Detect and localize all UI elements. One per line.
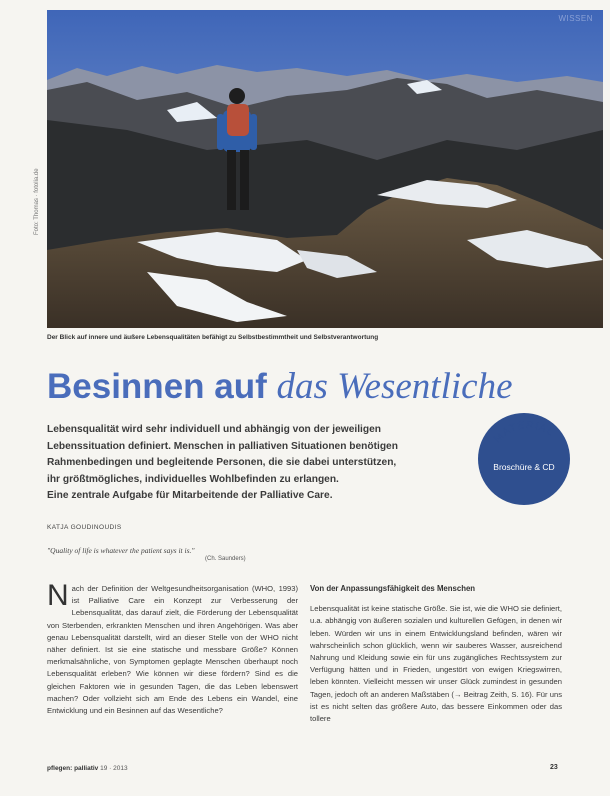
left-column-text: ach der Definition der Weltgesundheitsorganisation (WHO, 1993) ist Palliative Care ein Konzept zur Verbesserung der Lebensqualität, das darauf zielt, die Förderung der Lebensqualität von Sterbenden, erkrankten Menschen und ihren Angehörigen. Was aber genau Lebensqualität darstellt, wird an dieser Stelle von der WHO nicht näher definiert. Ist sie eine statische und messbare Größe? Können merkmalsähnliche, von Symptomen geplagte Menschen überhaupt noch Lebensqualität erleben? Wie können wir diese fördern? Sind es die gleichen Faktoren wie in gesunden Tagen, die das Leben lebenswert machen? Oder vollzieht sich am Ende des Lebens ein Wandel, eine Entwicklung und ein Besinnen auf das Wesentliche? <box>47 584 298 716</box>
title-part-1: Besinnen auf <box>47 367 277 406</box>
title-part-2: das Wesentliche <box>276 366 513 407</box>
intro-line: ihr größtmögliches, individuelles Wohlbefinden zu erlangen. <box>47 473 339 485</box>
epigraph-quote: "Quality of life is whatever the patient says it is." <box>47 546 195 555</box>
intro-paragraph <box>47 422 457 505</box>
intro-line: Lebenssituation definiert. Menschen in palliativen Situationen benötigen <box>47 440 398 452</box>
badge-arc-label: MATERIAL <box>491 419 557 445</box>
right-column <box>310 583 562 725</box>
dropcap: N <box>47 579 69 612</box>
left-column <box>47 579 298 717</box>
material-badge[interactable] <box>478 413 570 505</box>
section-tag: WISSEN <box>558 14 593 23</box>
intro-line: Lebensqualität wird sehr individuell und abhängig von der jeweiligen <box>47 424 381 435</box>
hero-photo <box>47 10 603 328</box>
subheading: Von der Anpassungsfähigkeit des Menschen <box>310 584 476 593</box>
footer-magazine <box>47 765 128 772</box>
article-title <box>47 368 513 405</box>
mountain-scene-image <box>47 10 603 328</box>
quote-source: (Ch. Saunders) <box>205 556 246 562</box>
right-column-text: Lebensqualität ist keine statische Größe. Sie ist, wie die WHO sie definiert, u.a. abhängig von äußeren sozialen und kulturellen Gefügen, in denen wir leben. Würden wir uns in einem Entwicklungsland befinden, wären wir wahrscheinlich schon glücklich, wenn wir sauberes Wasser, ausreichend Nahrung und Kleidung sowie ein für uns zugängliches Rechtssystem zur Verfügung hätten und in Frieden, ungestört von ewigen Kriegswirren, leben könnten. Vielleicht messen wir unser Glück zumindest in gesunden Tagen, jedoch oft an anderen Maßstäben (→ Beitrag Zeith, S. 16). Für uns ist es nicht selten das größere Auto, das bessere Einkommen oder das tollere <box>310 604 562 724</box>
badge-arc-text <box>478 413 570 505</box>
issue-number: 19 · 2013 <box>100 765 128 772</box>
page-number: 23 <box>550 764 558 771</box>
photo-credit: Foto: Thomas · fotolia.de <box>34 168 40 235</box>
intro-line: Rahmenbedingen und begleitende Personen, die sie dabei unterstützen, <box>47 457 397 469</box>
author: KATJA GOUDINOUDIS <box>47 524 122 531</box>
svg-text:MATERIAL <box>491 419 556 445</box>
badge-label: Broschüre & CD <box>493 462 555 472</box>
magazine-name: pflegen: palliativ <box>47 765 99 772</box>
photo-caption: Der Blick auf innere und äußere Lebensqualitäten befähigt zu Selbstbestimmtheit und Selbstverantwortung <box>47 334 379 341</box>
intro-line: Eine zentrale Aufgabe für Mitarbeitende der Palliative Care. <box>47 490 333 502</box>
